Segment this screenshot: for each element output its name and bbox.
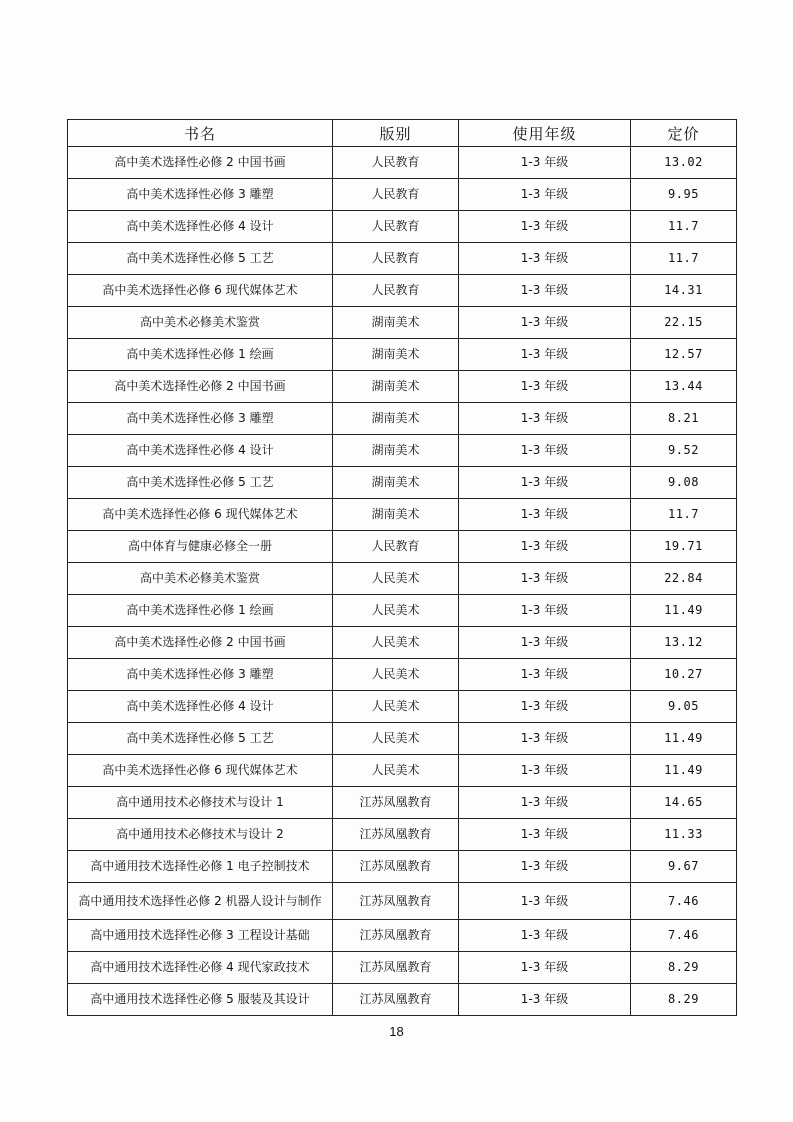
cell-book-name: 高中美术必修美术鉴赏 (68, 307, 333, 339)
cell-price: 11.7 (631, 499, 737, 531)
header-price: 定价 (631, 120, 737, 147)
cell-grade: 1-3 年级 (459, 595, 631, 627)
cell-book-name: 高中通用技术选择性必修 4 现代家政技术 (68, 952, 333, 984)
table-header-row (68, 120, 737, 147)
cell-book-name: 高中美术选择性必修 6 现代媒体艺术 (68, 275, 333, 307)
cell-grade: 1-3 年级 (459, 883, 631, 920)
cell-grade: 1-3 年级 (459, 691, 631, 723)
cell-book-name: 高中通用技术必修技术与设计 2 (68, 819, 333, 851)
cell-book-name: 高中美术选择性必修 4 设计 (68, 435, 333, 467)
table-row (68, 595, 737, 627)
cell-edition: 人民教育 (333, 531, 459, 563)
table-row (68, 307, 737, 339)
table-row (68, 467, 737, 499)
cell-price: 7.46 (631, 883, 737, 920)
cell-price: 9.08 (631, 467, 737, 499)
table-row (68, 691, 737, 723)
cell-price: 11.7 (631, 211, 737, 243)
cell-grade: 1-3 年级 (459, 435, 631, 467)
cell-price: 11.49 (631, 755, 737, 787)
cell-grade: 1-3 年级 (459, 307, 631, 339)
cell-edition: 江苏凤凰教育 (333, 984, 459, 1016)
cell-price: 9.05 (631, 691, 737, 723)
cell-grade: 1-3 年级 (459, 211, 631, 243)
cell-edition: 湖南美术 (333, 307, 459, 339)
cell-price: 8.29 (631, 952, 737, 984)
cell-price: 19.71 (631, 531, 737, 563)
cell-edition: 人民教育 (333, 211, 459, 243)
cell-book-name: 高中美术必修美术鉴赏 (68, 563, 333, 595)
table-row (68, 435, 737, 467)
cell-edition: 人民教育 (333, 147, 459, 179)
cell-price: 14.65 (631, 787, 737, 819)
cell-book-name: 高中通用技术选择性必修 5 服装及其设计 (68, 984, 333, 1016)
table-row (68, 147, 737, 179)
table-row (68, 920, 737, 952)
cell-book-name: 高中美术选择性必修 3 雕塑 (68, 403, 333, 435)
cell-grade: 1-3 年级 (459, 531, 631, 563)
cell-edition: 人民美术 (333, 691, 459, 723)
table-row (68, 179, 737, 211)
cell-price: 8.29 (631, 984, 737, 1016)
cell-edition: 湖南美术 (333, 499, 459, 531)
cell-price: 8.21 (631, 403, 737, 435)
table-row (68, 659, 737, 691)
cell-edition: 人民美术 (333, 627, 459, 659)
cell-book-name: 高中美术选择性必修 5 工艺 (68, 723, 333, 755)
cell-edition: 湖南美术 (333, 435, 459, 467)
textbook-price-table (67, 119, 737, 1016)
cell-book-name: 高中美术选择性必修 4 设计 (68, 211, 333, 243)
cell-book-name: 高中通用技术选择性必修 1 电子控制技术 (68, 851, 333, 883)
cell-grade: 1-3 年级 (459, 755, 631, 787)
table-row (68, 984, 737, 1016)
cell-grade: 1-3 年级 (459, 179, 631, 211)
cell-book-name: 高中美术选择性必修 6 现代媒体艺术 (68, 755, 333, 787)
cell-price: 9.52 (631, 435, 737, 467)
cell-price: 22.84 (631, 563, 737, 595)
cell-grade: 1-3 年级 (459, 723, 631, 755)
cell-grade: 1-3 年级 (459, 563, 631, 595)
cell-grade: 1-3 年级 (459, 467, 631, 499)
page-number: 18 (389, 1024, 404, 1039)
cell-book-name: 高中美术选择性必修 2 中国书画 (68, 147, 333, 179)
cell-grade: 1-3 年级 (459, 243, 631, 275)
cell-edition: 人民教育 (333, 243, 459, 275)
cell-price: 11.33 (631, 819, 737, 851)
cell-book-name: 高中美术选择性必修 1 绘画 (68, 339, 333, 371)
cell-price: 10.27 (631, 659, 737, 691)
cell-price: 9.67 (631, 851, 737, 883)
cell-grade: 1-3 年级 (459, 984, 631, 1016)
cell-grade: 1-3 年级 (459, 339, 631, 371)
cell-edition: 江苏凤凰教育 (333, 819, 459, 851)
table-row (68, 723, 737, 755)
header-edition: 版别 (333, 120, 459, 147)
table-row (68, 339, 737, 371)
table-row (68, 403, 737, 435)
cell-edition: 人民教育 (333, 179, 459, 211)
cell-book-name: 高中美术选择性必修 4 设计 (68, 691, 333, 723)
cell-edition: 江苏凤凰教育 (333, 787, 459, 819)
cell-grade: 1-3 年级 (459, 787, 631, 819)
cell-book-name: 高中通用技术选择性必修 3 工程设计基础 (68, 920, 333, 952)
cell-grade: 1-3 年级 (459, 920, 631, 952)
table-body (68, 147, 737, 1016)
cell-book-name: 高中美术选择性必修 5 工艺 (68, 467, 333, 499)
cell-price: 14.31 (631, 275, 737, 307)
table-row (68, 371, 737, 403)
cell-grade: 1-3 年级 (459, 275, 631, 307)
table-row (68, 499, 737, 531)
cell-price: 22.15 (631, 307, 737, 339)
cell-price: 7.46 (631, 920, 737, 952)
table-row (68, 563, 737, 595)
header-grade: 使用年级 (459, 120, 631, 147)
cell-price: 12.57 (631, 339, 737, 371)
cell-book-name: 高中美术选择性必修 1 绘画 (68, 595, 333, 627)
cell-price: 13.44 (631, 371, 737, 403)
table-row (68, 243, 737, 275)
cell-book-name: 高中美术选择性必修 3 雕塑 (68, 179, 333, 211)
cell-edition: 人民美术 (333, 595, 459, 627)
cell-price: 9.95 (631, 179, 737, 211)
cell-price: 13.02 (631, 147, 737, 179)
cell-price: 11.49 (631, 723, 737, 755)
cell-grade: 1-3 年级 (459, 627, 631, 659)
cell-grade: 1-3 年级 (459, 659, 631, 691)
cell-edition: 人民美术 (333, 755, 459, 787)
cell-edition: 人民美术 (333, 563, 459, 595)
header-book-name: 书名 (68, 120, 333, 147)
table-row (68, 883, 737, 920)
table-row (68, 275, 737, 307)
cell-grade: 1-3 年级 (459, 819, 631, 851)
cell-edition: 江苏凤凰教育 (333, 920, 459, 952)
table-row (68, 787, 737, 819)
cell-edition: 湖南美术 (333, 403, 459, 435)
cell-book-name: 高中美术选择性必修 3 雕塑 (68, 659, 333, 691)
cell-edition: 湖南美术 (333, 467, 459, 499)
table-row (68, 819, 737, 851)
cell-book-name: 高中美术选择性必修 2 中国书画 (68, 371, 333, 403)
cell-edition: 江苏凤凰教育 (333, 952, 459, 984)
table-row (68, 755, 737, 787)
cell-edition: 湖南美术 (333, 339, 459, 371)
cell-price: 13.12 (631, 627, 737, 659)
cell-grade: 1-3 年级 (459, 371, 631, 403)
table-row (68, 531, 737, 563)
cell-edition: 人民美术 (333, 659, 459, 691)
cell-grade: 1-3 年级 (459, 851, 631, 883)
table-row (68, 627, 737, 659)
cell-book-name: 高中美术选择性必修 5 工艺 (68, 243, 333, 275)
cell-edition: 江苏凤凰教育 (333, 851, 459, 883)
cell-price: 11.7 (631, 243, 737, 275)
cell-book-name: 高中通用技术必修技术与设计 1 (68, 787, 333, 819)
cell-book-name: 高中美术选择性必修 2 中国书画 (68, 627, 333, 659)
cell-edition: 人民教育 (333, 275, 459, 307)
cell-edition: 湖南美术 (333, 371, 459, 403)
table-row (68, 211, 737, 243)
cell-book-name: 高中体育与健康必修全一册 (68, 531, 333, 563)
cell-grade: 1-3 年级 (459, 147, 631, 179)
cell-edition: 人民美术 (333, 723, 459, 755)
cell-book-name: 高中美术选择性必修 6 现代媒体艺术 (68, 499, 333, 531)
cell-book-name: 高中通用技术选择性必修 2 机器人设计与制作 (68, 883, 333, 920)
cell-price: 11.49 (631, 595, 737, 627)
table-row (68, 851, 737, 883)
cell-edition: 江苏凤凰教育 (333, 883, 459, 920)
cell-grade: 1-3 年级 (459, 952, 631, 984)
cell-grade: 1-3 年级 (459, 499, 631, 531)
cell-grade: 1-3 年级 (459, 403, 631, 435)
table-row (68, 952, 737, 984)
